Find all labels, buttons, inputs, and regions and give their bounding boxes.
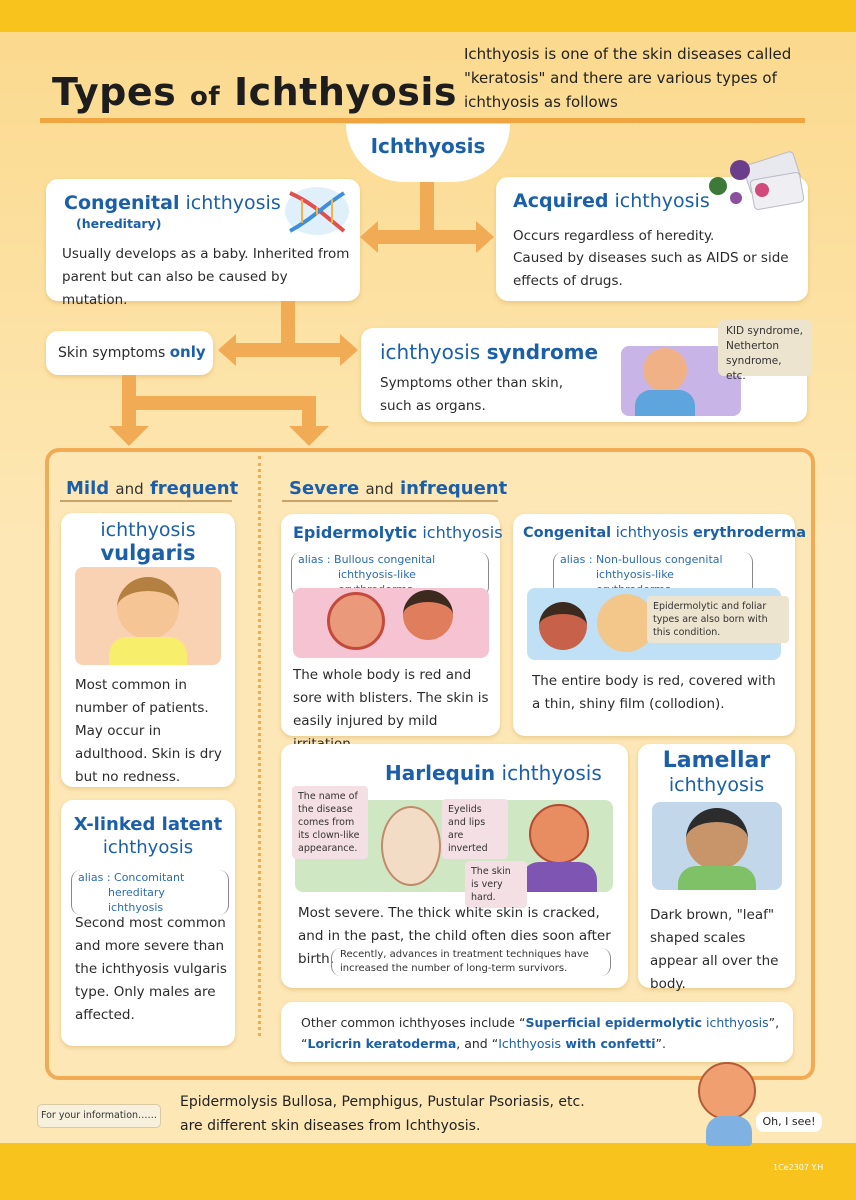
mild-frequent-heading: Mild and frequent	[66, 478, 239, 499]
arrow-head-right	[476, 221, 494, 253]
title-underline	[40, 118, 805, 123]
erythroderma-title: Congenital ichthyosis erythroderma	[523, 525, 807, 541]
epidermolytic-alias-2: ichthyosis-like	[338, 568, 416, 581]
bottom-banner-bar	[0, 1143, 856, 1200]
xlinked-card	[61, 800, 235, 1046]
vulgaris-title-1: ichthyosis	[100, 519, 196, 541]
child-face-footer	[698, 1062, 756, 1120]
arrow-horizontal-congenital	[234, 343, 342, 357]
lamellar-illustration	[652, 802, 782, 890]
arrow-stem-congenital	[281, 301, 295, 349]
harlequin-body: Most severe. The thick white skin is cracked, and in the past, the child often dies soon after birth.	[298, 905, 611, 967]
intro-text: Ichthyosis is one of the skin diseases called "keratosis" and there are various types of ichthyosis as follows	[464, 45, 792, 111]
xlinked-title-2: ichthyosis	[102, 837, 194, 858]
harlequin-title: Harlequin ichthyosis	[385, 761, 602, 785]
erythroderma-callout: Epidermolytic and foliar types are also born with this condition.	[647, 596, 789, 643]
syndrome-title: ichthyosis syndrome	[380, 340, 599, 364]
epidermolytic-card	[281, 514, 503, 736]
child-shirt	[521, 862, 597, 892]
for-your-information-label: For your information……	[37, 1104, 161, 1128]
arrow-stem-severe	[302, 396, 316, 428]
arrow-head-right-syndrome	[340, 334, 358, 366]
page-title: Types of Ichthyosis	[52, 70, 458, 114]
footer-note-line-1: Epidermolysis Bullosa, Pemphigus, Pustular Psoriasis, etc.	[180, 1094, 585, 1110]
vulgaris-title-2: vulgaris	[100, 541, 196, 565]
top-banner-bar	[0, 0, 856, 32]
erythroderma-body: The entire body is red, covered with a thin, shiny film (collodion).	[532, 673, 776, 712]
child-shirt	[678, 866, 756, 890]
xlinked-alias-2: hereditary ichthyosis	[108, 886, 165, 914]
dna-icon	[282, 183, 352, 239]
print-code: 1Ce2307 Y.H	[773, 1163, 824, 1172]
child-face	[529, 804, 589, 864]
congenital-title: Congenital ichthyosis	[64, 192, 281, 214]
child-face	[686, 808, 748, 870]
arrow-head-down-mild	[109, 426, 149, 446]
erythroderma-card	[513, 514, 807, 736]
severe-infrequent-heading: Severe and infrequent	[289, 478, 508, 499]
child-face	[403, 590, 453, 640]
root-node-ichthyosis: Ichthyosis	[346, 124, 510, 182]
arrow-head-left	[360, 221, 378, 253]
arrow-head-left-skin	[218, 334, 236, 366]
frame-divider	[258, 456, 261, 1036]
epidermolytic-alias-1: alias : Bullous congenital	[298, 553, 436, 566]
vulgaris-card	[61, 513, 235, 787]
xlinked-title-1: X-linked latent	[73, 814, 223, 835]
child-body	[635, 390, 695, 416]
syndrome-body: Symptoms other than skin, such as organs.	[380, 375, 563, 414]
child-face	[643, 348, 687, 392]
arrow-horizontal	[376, 230, 478, 244]
xlinked-alias-1: alias : Concomitant	[78, 871, 185, 884]
arrow-horizontal-skin	[122, 396, 316, 410]
vulgaris-body: Most common in number of patients. May occur in adulthood. Skin is dry but no redness.	[75, 677, 222, 785]
virus-and-pills-icon	[700, 150, 804, 218]
xlinked-body: Second most common and more severe than the ichthyosis vulgaris type. Only males are affected.	[75, 915, 227, 1023]
other-ichthyoses-text: Other common ichthyoses include “Superficial epidermolytic ichthyosis”, “Loricrin keratoderma, and “Ichthyosis with confetti”.	[301, 1015, 780, 1051]
child-shirt	[109, 637, 187, 665]
congenital-body: Usually develops as a baby. Inherited from parent but can also be caused by mutation.	[62, 246, 350, 308]
lamellar-title-1: Lamellar	[662, 748, 771, 773]
harlequin-note: Recently, advances in treatment techniques have increased the number of long-term survivors.	[331, 948, 611, 976]
lamellar-body: Dark brown, "leaf" shaped scales appear all over the body.	[650, 907, 779, 992]
arrow-head-down-severe	[289, 426, 329, 446]
other-ichthyoses-box	[281, 1002, 793, 1062]
harlequin-callout-name: The name of the disease comes from its clown-like appearance.	[292, 786, 368, 859]
acquired-body-1: Occurs regardless of heredity.	[513, 228, 715, 244]
xlinked-alias	[71, 870, 229, 915]
harlequin-callout-eyelids: Eyelids and lips are inverted	[442, 799, 508, 859]
severe-heading-rule	[282, 500, 498, 502]
lamellar-title-2: ichthyosis	[668, 774, 765, 796]
oh-i-see-bubble: Oh, I see!	[756, 1112, 822, 1132]
harlequin-card	[281, 744, 628, 988]
epidermolytic-body: The whole body is red and sore with blisters. The skin is easily injured by mild	[293, 667, 489, 729]
child-face	[117, 577, 179, 639]
skin-closeup	[327, 592, 385, 650]
arrow-stem	[420, 182, 434, 234]
epidermolytic-illustration	[293, 588, 489, 658]
lamellar-card	[638, 744, 795, 992]
congenital-subtitle: (hereditary)	[76, 216, 162, 231]
skin-symptoms-only-box	[46, 331, 213, 375]
acquired-title: Acquired ichthyosis	[513, 190, 710, 212]
mild-heading-rule	[60, 500, 232, 502]
skin-symptoms-only-label: Skin symptoms only	[58, 343, 206, 361]
epidermolytic-title: Epidermolytic ichthyosis	[293, 523, 503, 542]
acquired-body-2: Caused by diseases such as AIDS or side effects of drugs.	[513, 250, 789, 289]
congenital-card	[46, 179, 360, 308]
erythroderma-alias-1: alias : Non-bullous congenital	[560, 553, 723, 566]
baby-figure	[381, 806, 441, 886]
vulgaris-illustration	[75, 567, 221, 665]
child-body-footer	[706, 1116, 752, 1146]
footer-note-line-2: are different skin diseases from Ichthyosis.	[180, 1118, 481, 1134]
harlequin-callout-skin: The skin is very hard.	[465, 861, 527, 908]
child-face	[539, 602, 587, 650]
erythroderma-alias-2: ichthyosis-like	[596, 568, 674, 581]
syndrome-callout: KID syndrome, Netherton syndrome, etc.	[718, 320, 812, 376]
